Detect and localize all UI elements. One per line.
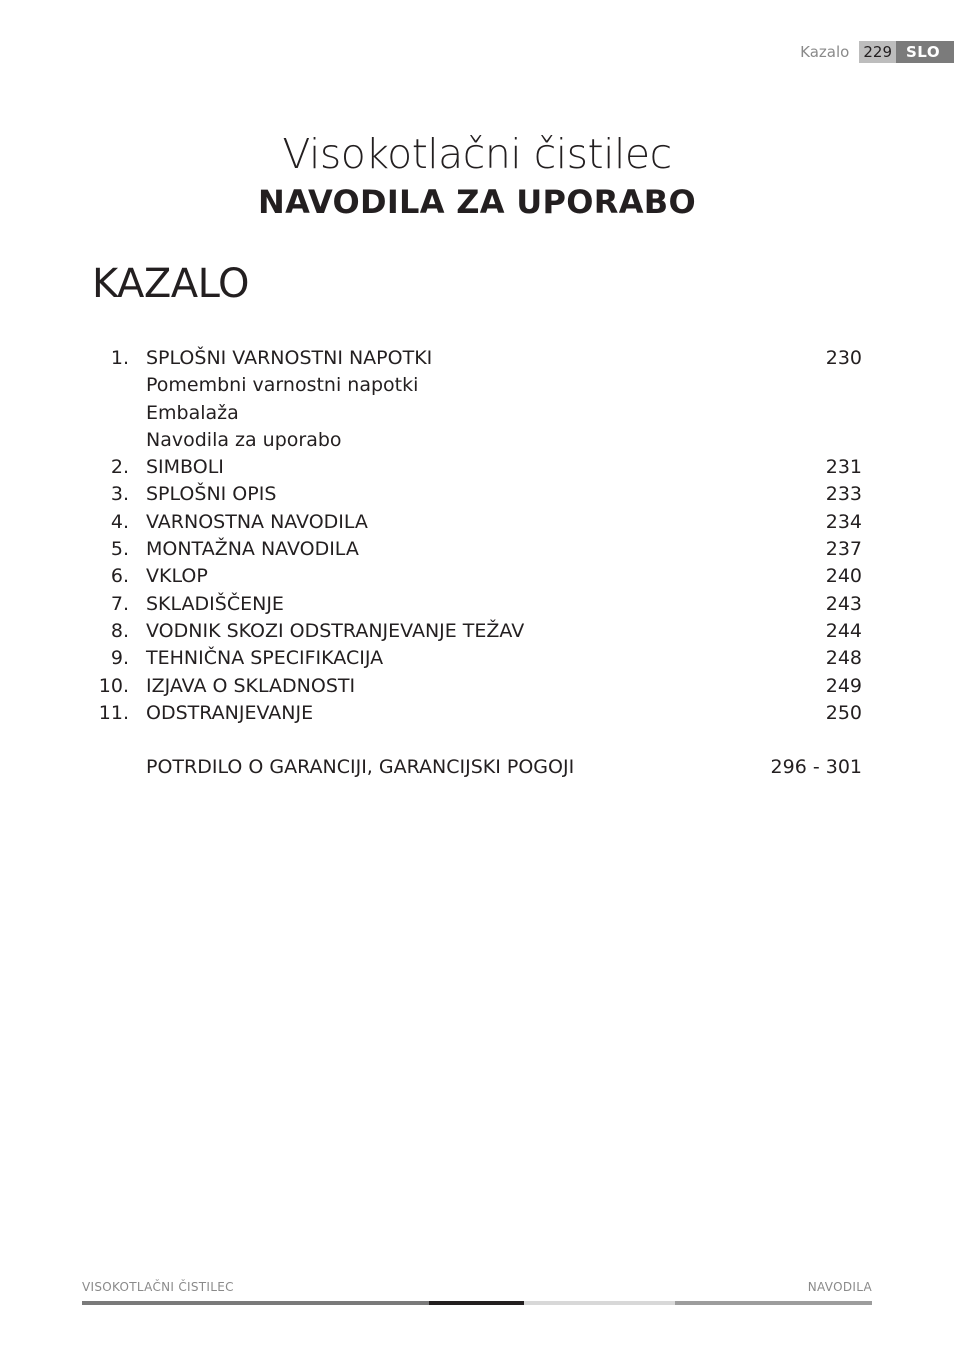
- toc-warranty-title: POTRDILO O GARANCIJI, GARANCIJSKI POGOJI: [146, 756, 575, 779]
- header-section-name: Kazalo: [800, 43, 850, 61]
- toc-entry-number: 3.: [110, 483, 129, 506]
- toc-entry-number: 1.: [110, 347, 129, 369]
- toc-entry-page: 231: [825, 456, 862, 479]
- toc-entry-title: SPLOŠNI VARNOSTNI NAPOTKI: [146, 347, 433, 369]
- toc-spacer: [92, 727, 862, 754]
- toc-entry-page: 230: [825, 347, 862, 369]
- toc-entry-title: Embalaža: [146, 401, 239, 424]
- toc-entry: [92, 372, 862, 399]
- toc-entry-title: VKLOP: [146, 565, 208, 588]
- toc-entry-page: 237: [825, 538, 862, 561]
- toc-entry-number: 10.: [98, 674, 129, 697]
- footer-bar-segment: [524, 1301, 675, 1305]
- table-of-contents: [92, 345, 862, 781]
- footer-bar-segment: [429, 1301, 524, 1305]
- toc-entry-number: 5.: [110, 538, 129, 561]
- toc-entry-number: 2.: [110, 456, 129, 479]
- toc-entry-page: 248: [825, 647, 862, 670]
- toc-entry-page: 249: [825, 674, 862, 697]
- toc-entry-page: 243: [825, 592, 862, 615]
- document-subtitle: NAVODILA ZA UPORABO: [258, 183, 696, 221]
- toc-entry-page: 250: [825, 701, 862, 724]
- toc-entry-page: 233: [825, 483, 862, 506]
- toc-entry-number: 7.: [110, 592, 129, 615]
- toc-entry: [92, 400, 862, 427]
- toc-entry-page: 244: [825, 619, 862, 642]
- toc-entry-page: 234: [825, 510, 862, 533]
- toc-entry: [92, 700, 862, 727]
- page-header-tab: [800, 41, 954, 63]
- toc-entry-title: Pomembni varnostni napotki: [146, 374, 419, 397]
- document-title: Visokotlačni čistilec: [282, 130, 672, 178]
- toc-entry-page: 240: [825, 565, 862, 588]
- footer-product-name: VISOKOTLAČNI ČISTILEC: [82, 1280, 234, 1294]
- toc-entry: [92, 618, 862, 645]
- header-language-badge: SLO: [896, 41, 954, 63]
- toc-warranty-pages: 296 - 301: [770, 756, 862, 779]
- toc-warranty-entry: [92, 754, 862, 781]
- toc-entry-title: Navodila za uporabo: [146, 428, 342, 451]
- toc-entry: [92, 591, 862, 618]
- footer-bar-segment: [82, 1301, 429, 1305]
- footer-divider-bar: [82, 1301, 872, 1305]
- toc-entry-number: 9.: [110, 647, 129, 670]
- toc-entry: [92, 454, 862, 481]
- document-title-block: [0, 128, 954, 224]
- toc-entry: [92, 673, 862, 700]
- toc-entry: [92, 509, 862, 536]
- toc-entry-title: ODSTRANJEVANJE: [146, 701, 314, 724]
- toc-entry-title: VARNOSTNA NAVODILA: [146, 510, 368, 533]
- toc-entry-title: SKLADIŠČENJE: [146, 592, 284, 615]
- toc-entry-number: 8.: [110, 619, 129, 642]
- toc-entry-number: 6.: [110, 565, 129, 588]
- footer-document-type: NAVODILA: [807, 1280, 872, 1294]
- toc-entry: [92, 427, 862, 454]
- toc-entry-title: VODNIK SKOZI ODSTRANJEVANJE TEŽAV: [146, 619, 525, 642]
- toc-entry: [92, 536, 862, 563]
- footer-bar-segment: [675, 1301, 872, 1305]
- toc-entry-title: SPLOŠNI OPIS: [146, 483, 277, 506]
- header-page-number: 229: [859, 41, 896, 63]
- toc-entry: [92, 481, 862, 508]
- toc-entry-title: IZJAVA O SKLADNOSTI: [146, 674, 356, 697]
- toc-entry: [92, 645, 862, 672]
- toc-entry: [92, 345, 862, 372]
- toc-entry-number: 4.: [110, 510, 129, 533]
- toc-entry-title: SIMBOLI: [146, 456, 224, 479]
- toc-entry-number: 11.: [98, 701, 129, 724]
- section-heading: KAZALO: [92, 261, 249, 307]
- toc-entry-title: MONTAŽNA NAVODILA: [146, 538, 359, 561]
- toc-entry-title: TEHNIČNA SPECIFIKACIJA: [146, 647, 384, 670]
- toc-entry: [92, 563, 862, 590]
